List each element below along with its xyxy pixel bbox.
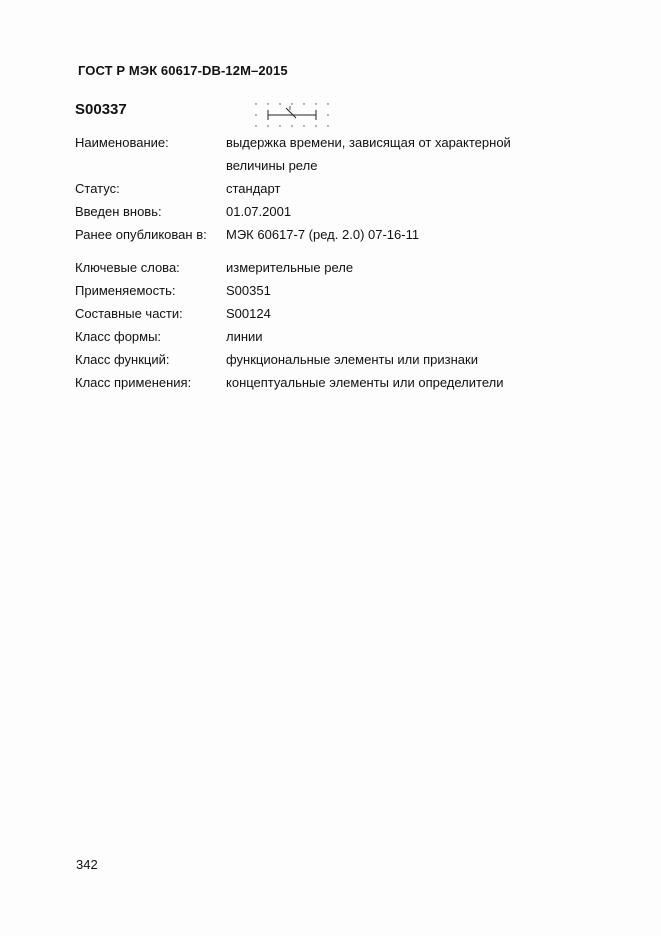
field-value: измерительные реле: [226, 260, 354, 275]
field-label: Введен вновь:: [75, 204, 162, 219]
field-row-keywords: [75, 256, 545, 279]
field-value: концептуальные элементы или определители: [226, 375, 504, 390]
field-value: [226, 131, 545, 177]
field-value: МЭК 60617-7 (ред. 2.0) 07-16-11: [226, 227, 420, 242]
field-row-name: [75, 131, 545, 177]
field-label: Ключевые слова:: [75, 260, 180, 275]
field-row-introduced: [75, 200, 545, 223]
field-value: стандарт: [226, 181, 281, 196]
field-label: Статус:: [75, 181, 120, 196]
field-row-application-class: [75, 371, 545, 394]
field-value-line: величины реле: [226, 158, 318, 173]
field-value: S00124: [226, 306, 271, 321]
field-row-function-class: [75, 348, 545, 371]
field-value-line: выдержка времени, зависящая от характерной: [226, 135, 511, 150]
field-row-previously-published: [75, 223, 545, 246]
field-row-status: [75, 177, 545, 200]
field-label: Наименование:: [75, 135, 169, 150]
field-row-components: [75, 302, 545, 325]
time-delay-relay-symbol-icon: [254, 102, 334, 128]
field-label: Составные части:: [75, 306, 183, 321]
field-label: Класс применения:: [75, 375, 192, 390]
field-label: Класс функций:: [75, 352, 170, 367]
symbol-id: S00337: [75, 101, 127, 118]
field-value: S00351: [226, 283, 271, 298]
field-label: Класс формы:: [75, 329, 162, 344]
field-value: линии: [226, 329, 263, 344]
field-label: Применяемость:: [75, 283, 176, 298]
field-row-applicability: [75, 279, 545, 302]
field-value: функциональные элементы или признаки: [226, 352, 478, 367]
symbol-fields: [75, 131, 545, 394]
field-value: 01.07.2001: [226, 204, 292, 219]
field-label: Ранее опубликован в:: [75, 227, 207, 242]
page-number: 342: [76, 857, 98, 872]
standard-header: ГОСТ Р МЭК 60617-DB-12M–2015: [78, 63, 288, 78]
field-row-shape-class: [75, 325, 545, 348]
